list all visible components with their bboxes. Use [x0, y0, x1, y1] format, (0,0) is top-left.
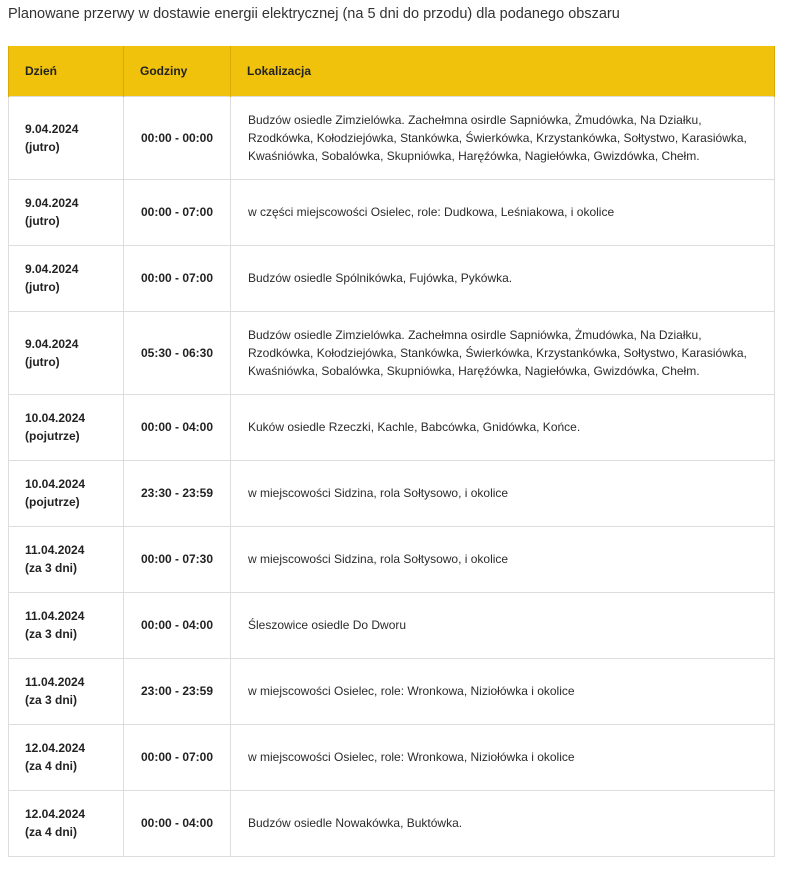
relative-day-text: (pojutrze): [25, 429, 80, 443]
column-header-day: Dzień: [9, 46, 124, 96]
relative-day-text: (za 3 dni): [25, 627, 78, 641]
page-title: Planowane przerwy w dostawie energii elektrycznej (na 5 dni do przodu) dla podanego obszaru: [8, 6, 620, 22]
table-row: [9, 245, 775, 311]
table-header-row: [9, 46, 775, 96]
hours-cell: 00:00 - 00:00: [124, 96, 231, 179]
day-cell: [9, 526, 124, 592]
location-cell: w miejscowości Sidzina, rola Sołtysowo, i okolice: [231, 460, 775, 526]
date-text: 10.04.2024: [25, 411, 86, 425]
relative-day-text: (za 4 dni): [25, 759, 78, 773]
date-text: 9.04.2024: [25, 336, 79, 351]
date-text: 12.04.2024: [25, 807, 86, 821]
table-row: [9, 526, 775, 592]
date-text: 11.04.2024: [25, 609, 85, 623]
hours-cell: 00:00 - 07:00: [124, 245, 231, 311]
date-text: 11.04.2024: [25, 543, 85, 557]
date-text: 9.04.2024: [25, 196, 79, 210]
outage-schedule-table: [8, 46, 775, 857]
location-cell: Budzów osiedle Zimzielówka. Zachełmna osirdle Sapniówka, Żmudówka, Na Działku, Rzodkówka, Kołodziejówka, Stankówka, Świerkówka, Krzystankówka, Sołtystwo, Karasiówka, Kwaśniówka, Sobalówka, Skupniówka, Haręźówka, Nagiełówka, Gwizdówka, Chełm.: [231, 96, 775, 179]
column-header-location: Lokalizacja: [231, 46, 775, 96]
relative-day-text: (za 3 dni): [25, 561, 78, 575]
relative-day-text: (jutro): [25, 354, 60, 369]
date-text: 10.04.2024: [25, 477, 86, 491]
table-row: [9, 592, 775, 658]
hours-cell: 00:00 - 04:00: [124, 394, 231, 460]
day-cell: [9, 460, 124, 526]
day-cell: [9, 658, 124, 724]
date-text: 9.04.2024: [25, 121, 79, 136]
table-row: [9, 724, 775, 790]
hours-cell: 05:30 - 06:30: [124, 311, 231, 394]
location-cell: w miejscowości Sidzina, rola Sołtysowo, i okolice: [231, 526, 775, 592]
table-row: [9, 460, 775, 526]
hours-cell: 23:00 - 23:59: [124, 658, 231, 724]
date-text: 9.04.2024: [25, 262, 79, 276]
day-cell: [9, 245, 124, 311]
relative-day-text: (jutro): [25, 214, 60, 228]
relative-day-text: (jutro): [25, 280, 60, 294]
day-cell: [9, 96, 124, 179]
location-cell: Budzów osiedle Nowakówka, Buktówka.: [231, 790, 775, 856]
location-cell: w części miejscowości Osielec, role: Dudkowa, Leśniakowa, i okolice: [231, 179, 775, 245]
column-header-hours: Godziny: [124, 46, 231, 96]
table-row: [9, 96, 775, 179]
day-cell: [9, 311, 124, 394]
table-row: [9, 790, 775, 856]
day-cell: [9, 179, 124, 245]
location-cell: Budzów osiedle Spólnikówka, Fujówka, Pykówka.: [231, 245, 775, 311]
table-header: [9, 46, 775, 96]
day-cell: [9, 790, 124, 856]
hours-cell: 00:00 - 07:30: [124, 526, 231, 592]
relative-day-text: (pojutrze): [25, 495, 80, 509]
relative-day-text: (jutro): [25, 139, 60, 154]
relative-day-text: (za 4 dni): [25, 825, 78, 839]
table-row: [9, 394, 775, 460]
day-cell: [9, 394, 124, 460]
table-row: [9, 179, 775, 245]
table-body: [9, 96, 775, 856]
date-text: 11.04.2024: [25, 675, 85, 689]
location-cell: w miejscowości Osielec, role: Wronkowa, Niziołówka i okolice: [231, 724, 775, 790]
hours-cell: 23:30 - 23:59: [124, 460, 231, 526]
day-cell: [9, 724, 124, 790]
location-cell: Budzów osiedle Zimzielówka. Zachełmna osirdle Sapniówka, Żmudówka, Na Działku, Rzodkówka, Kołodziejówka, Stankówka, Świerkówka, Krzystankówka, Sołtystwo, Karasiówka, Kwaśniówka, Sobalówka, Skupniówka, Haręźówka, Nagiełówka, Gwizdówka, Chełm.: [231, 311, 775, 394]
location-cell: w miejscowości Osielec, role: Wronkowa, Niziołówka i okolice: [231, 658, 775, 724]
hours-cell: 00:00 - 04:00: [124, 790, 231, 856]
hours-cell: 00:00 - 04:00: [124, 592, 231, 658]
location-cell: Kuków osiedle Rzeczki, Kachle, Babcówka, Gnidówka, Końce.: [231, 394, 775, 460]
location-cell: Śleszowice osiedle Do Dworu: [231, 592, 775, 658]
day-cell: [9, 592, 124, 658]
hours-cell: 00:00 - 07:00: [124, 724, 231, 790]
hours-cell: 00:00 - 07:00: [124, 179, 231, 245]
table-row: [9, 658, 775, 724]
relative-day-text: (za 3 dni): [25, 693, 78, 707]
date-text: 12.04.2024: [25, 741, 86, 755]
table-row: [9, 311, 775, 394]
